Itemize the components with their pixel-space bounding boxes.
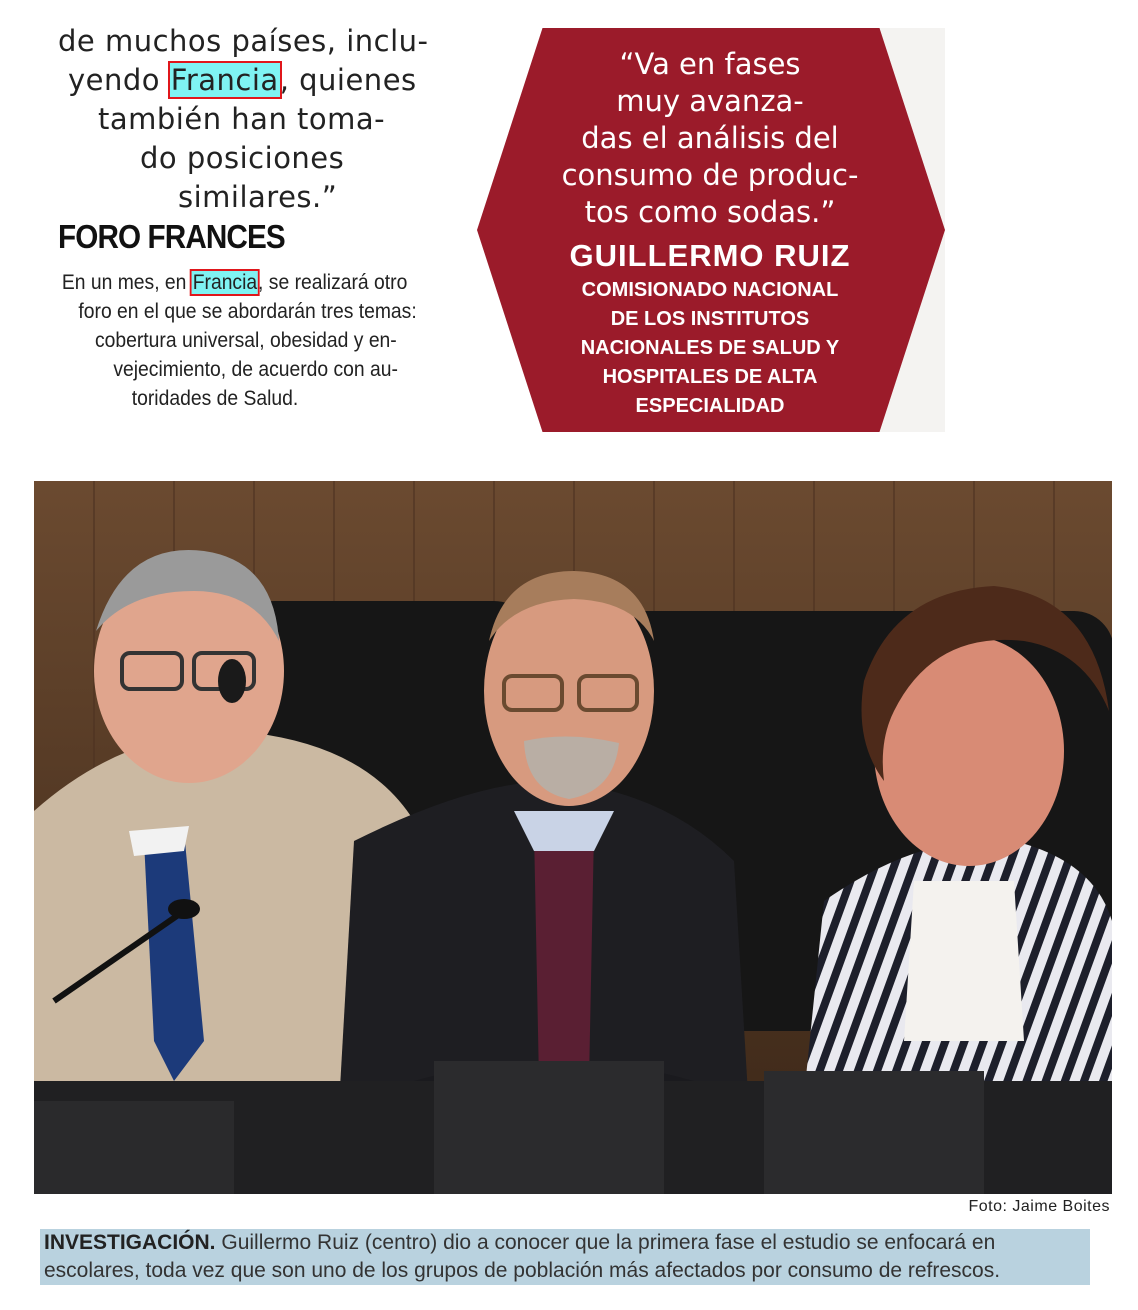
quote-text: , quienes <box>279 63 417 97</box>
pull-quote-line: “Va en fases <box>619 47 801 81</box>
quote-continuation <box>40 22 460 217</box>
caption-line: escolares, toda vez que son uno de los grupos de población más afectados por consumo de refrescos. <box>44 1259 1001 1282</box>
body-line <box>60 268 446 297</box>
highlight-francia: Francia <box>192 271 258 294</box>
quote-text: yendo <box>68 63 170 97</box>
pull-quote-line: tos como sodas.” <box>584 195 836 229</box>
quote-line: de muchos países, inclu- <box>58 24 429 58</box>
body-text: , se realizará otro <box>258 271 408 294</box>
pull-quote-author: GUILLERMO RUIZ <box>569 238 851 273</box>
section-heading: FORO FRANCES <box>58 218 285 255</box>
quote-line: do posiciones <box>140 141 345 175</box>
body-line: foro en el que se abordarán tres temas: <box>78 300 417 323</box>
photo-illustration <box>34 481 1112 1194</box>
quote-line <box>40 61 460 100</box>
quote-line: similares.” <box>178 180 338 214</box>
caption-lead: INVESTIGACIÓN. <box>44 1231 216 1254</box>
role-line: COMISIONADO NACIONAL <box>581 279 839 301</box>
role-line: HOSPITALES DE ALTA <box>602 366 818 388</box>
quote-line: también han toma- <box>98 102 386 136</box>
body-text: En un mes, en <box>61 271 192 294</box>
section-body <box>60 268 480 413</box>
role-line: NACIONALES DE SALUD Y <box>580 337 840 359</box>
role-line: ESPECIALIDAD <box>635 395 785 417</box>
pull-quote-line: muy avanza- <box>616 84 804 118</box>
pull-quote-text <box>505 46 915 231</box>
body-line: vejecimiento, de acuerdo con au- <box>113 358 398 381</box>
body-line: cobertura universal, obesidad y en- <box>94 329 397 352</box>
photo-credit: Foto: Jaime Boites <box>968 1198 1110 1215</box>
role-line: DE LOS INSTITUTOS <box>610 308 810 330</box>
body-line: toridades de Salud. <box>131 387 299 410</box>
caption-line <box>44 1229 1086 1257</box>
pull-quote-line: consumo de produc- <box>561 158 859 192</box>
pull-quote-line: das el análisis del <box>581 121 839 155</box>
photo-caption <box>40 1229 1090 1285</box>
news-photo <box>34 481 1112 1194</box>
highlight-francia: Francia <box>170 63 279 97</box>
caption-text: Guillermo Ruiz (centro) dio a conocer que la primera fase el estudio se enfocará en <box>215 1231 996 1254</box>
pull-quote-author-role <box>505 276 915 421</box>
pull-quote <box>545 28 945 432</box>
